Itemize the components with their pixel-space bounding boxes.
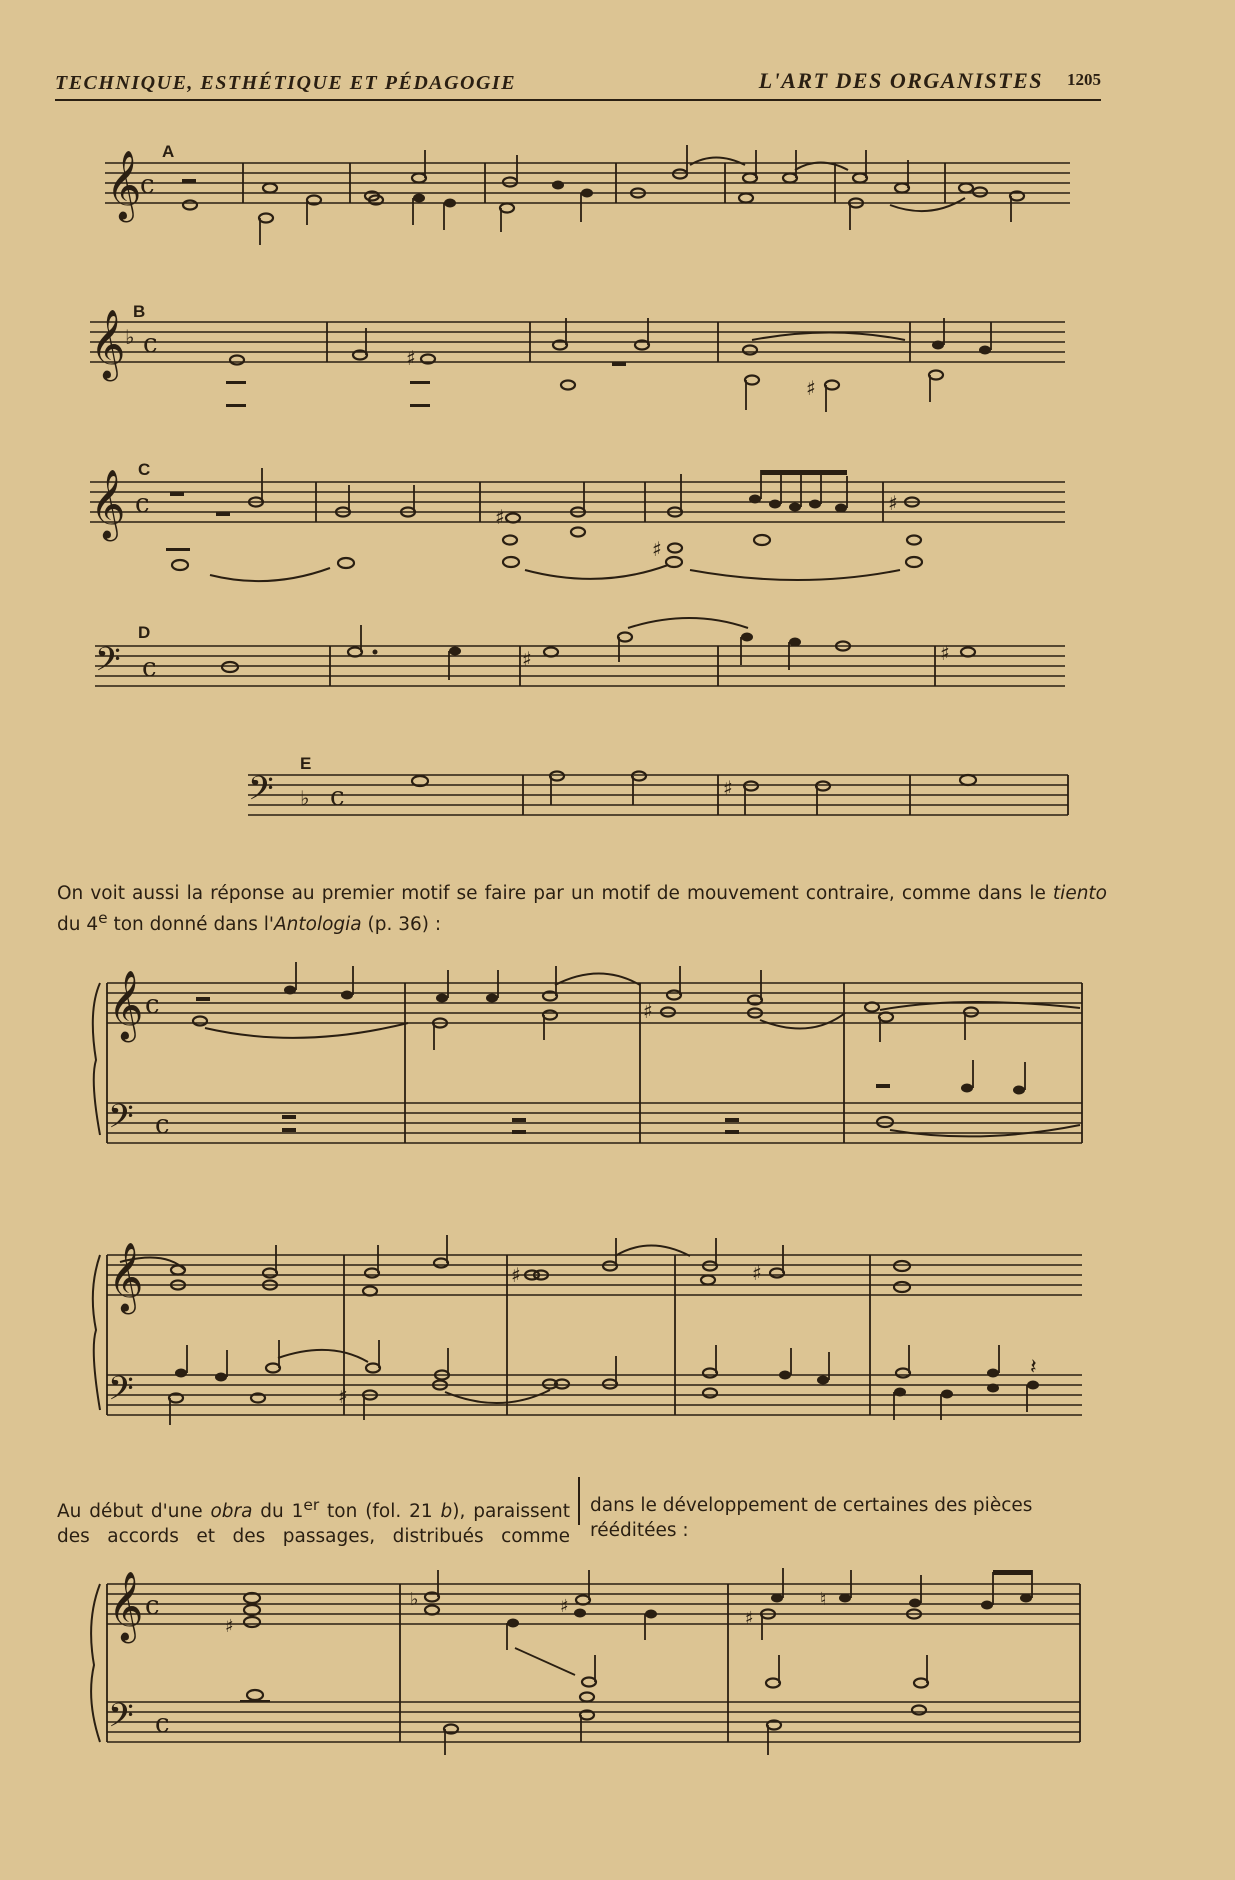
svg-text:♯: ♯ — [652, 537, 662, 561]
para2-fol: b — [440, 1500, 453, 1522]
example-label-e: E — [300, 754, 312, 773]
staff-example-a — [105, 145, 1070, 245]
treble-clef-icon: 𝄞 — [108, 970, 144, 1040]
staff-example-b — [90, 309, 1065, 412]
svg-text:♯: ♯ — [338, 1384, 348, 1408]
bass-clef-icon: 𝄢 — [248, 770, 274, 816]
para2-text-a: Au début d'une — [57, 1500, 211, 1522]
paragraph-obra-right: dans le développement de certaines des pièces rééditées : — [590, 1494, 1033, 1541]
svg-text:♯: ♯ — [643, 999, 653, 1023]
para2-obra: obra — [210, 1500, 253, 1522]
running-head-right: L'ART DES ORGANISTES — [758, 68, 1043, 93]
svg-text:c: c — [145, 990, 160, 1020]
para1-text-a: On voit aussi la réponse au premier motif se faire par un motif de mouvement contraire, comme dans le — [57, 882, 1053, 904]
svg-text:♯: ♯ — [940, 641, 950, 665]
svg-text:c: c — [155, 1110, 170, 1140]
svg-text:♯: ♯ — [511, 1263, 521, 1287]
para1-sup: e — [98, 908, 108, 927]
bass-clef-icon: 𝄢 — [108, 1697, 134, 1743]
svg-text:c: c — [145, 1591, 160, 1621]
para2-text-d: ), paraissent des accords et des passages, distribués comme — [57, 1500, 571, 1547]
svg-text:♭: ♭ — [410, 1589, 419, 1610]
svg-text:♯: ♯ — [723, 776, 733, 800]
svg-text:♯: ♯ — [495, 505, 505, 529]
svg-text:♯: ♯ — [888, 491, 898, 515]
svg-text:c: c — [142, 653, 157, 683]
treble-clef-icon: 𝄞 — [108, 1571, 144, 1641]
svg-text:♭: ♭ — [300, 786, 310, 810]
para2-text-c: ton (fol. 21 — [319, 1500, 441, 1522]
para2-text-b: du 1 — [252, 1500, 304, 1522]
svg-text:♯: ♯ — [806, 376, 816, 400]
running-head-left: TECHNIQUE, ESTHÉTIQUE ET PÉDAGOGIE — [55, 72, 517, 94]
svg-text:𝄽: 𝄽 — [1030, 1355, 1037, 1380]
svg-text:♯: ♯ — [225, 1616, 234, 1637]
staff-example-c — [90, 468, 1065, 581]
para1-text-c: ton donné dans l' — [107, 913, 274, 935]
bass-clef-icon: 𝄢 — [108, 1098, 134, 1144]
para1-antologia: Antologia — [274, 913, 362, 935]
bass-clef-icon: 𝄢 — [95, 641, 121, 687]
paragraph-tiento — [57, 881, 1107, 937]
svg-text:♮: ♮ — [820, 1589, 827, 1610]
treble-clef-icon: 𝄞 — [90, 469, 126, 539]
example-label-c: C — [138, 460, 151, 479]
staff-example-d — [95, 618, 1065, 687]
svg-text:c: c — [155, 1709, 170, 1739]
example-label-d: D — [138, 623, 151, 642]
svg-text:♯: ♯ — [406, 346, 416, 370]
column-divider — [578, 1477, 580, 1525]
para1-text-d: (p. 36) : — [361, 913, 442, 935]
page-number: 1205 — [1067, 70, 1101, 89]
svg-text:♯: ♯ — [745, 1608, 754, 1629]
svg-text:c: c — [135, 489, 150, 519]
bass-clef-icon: 𝄢 — [108, 1370, 134, 1416]
para1-text-b: du 4 — [57, 913, 99, 935]
svg-text:c: c — [143, 329, 158, 359]
tiento-system-1 — [93, 962, 1082, 1144]
para1-tiento: tiento — [1052, 882, 1107, 904]
svg-text:♯: ♯ — [752, 1261, 762, 1285]
treble-clef-icon: 𝄞 — [108, 1242, 144, 1312]
treble-clef-icon: 𝄞 — [106, 150, 142, 220]
paragraph-obra-left — [57, 1493, 570, 1549]
treble-clef-icon: 𝄞 — [90, 309, 126, 379]
example-label-a: A — [162, 142, 175, 161]
svg-text:c: c — [140, 170, 155, 200]
obra-system — [91, 1568, 1080, 1755]
svg-text:♯: ♯ — [560, 1596, 569, 1617]
svg-text:♯: ♯ — [522, 647, 532, 671]
para2-sup: er — [303, 1495, 320, 1514]
staff-example-e — [248, 770, 1068, 816]
example-label-b: B — [133, 302, 146, 321]
svg-text:c: c — [330, 782, 345, 812]
tiento-system-2 — [93, 1235, 1082, 1425]
svg-text:♭: ♭ — [125, 325, 135, 349]
